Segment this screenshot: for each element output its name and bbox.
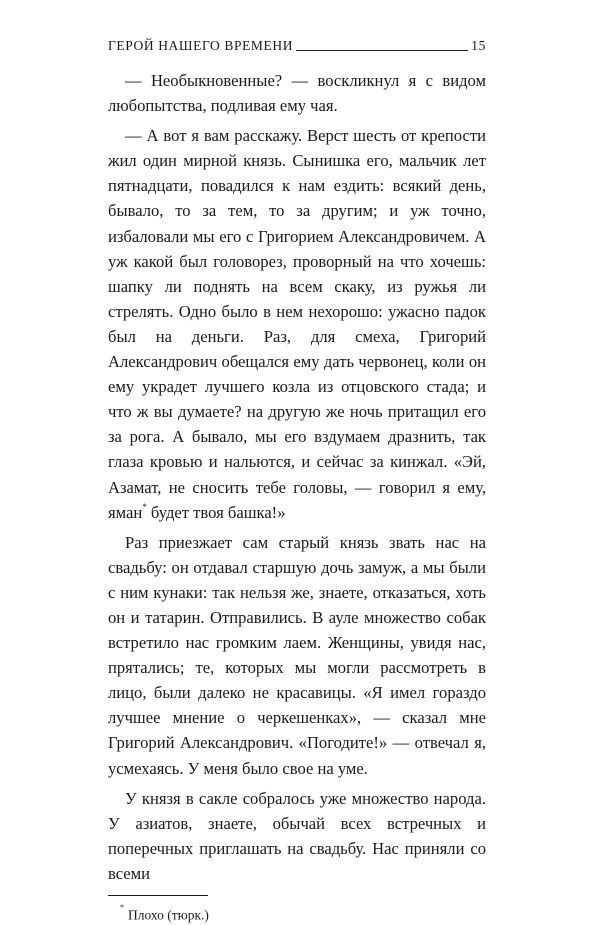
paragraph-text: У князя в сакле собралось уже множество народа. У азиатов, знаете, обычай всех встречных и поперечных приглашать на свадьбу. Нас приняли со всеми [108, 788, 486, 883]
paragraph [108, 530, 486, 781]
book-page [108, 38, 486, 925]
running-head-title: ГЕРОЙ НАШЕГО ВРЕМЕНИ [108, 38, 294, 53]
paragraph-text: — Необыкновенные? — воскликнул я с видом любопытства, подливая ему чая. [108, 71, 486, 116]
running-head [108, 38, 486, 54]
paragraph-text: — А вот я вам расскажу. Верст шесть от крепости жил один мирной князь. Сынишка его, мальчик лет пятнадцати, повадился к нам ездить: всякий день, бывало, то за тем, то за другим; и уж точно, избаловали мы его с Григорием Александровичем. А уж какой был головорез, проворный на что хочешь: шапку ли поднять на всем скаку, из ружья ли стрелять. Одно было в нем нехорошо: ужасно падок был на деньги. Раз, для смеха, Григорий Александрович обещался ему дать червонец, коли он ему украдет лучшего козла из отцовского стада; и что ж вы думаете? на другую же ночь притащил его за рога. А бывало, мы его вздумаем дразнить, так глаза кровью и нальются, и сейчас за кинжал. «Эй, Азамат, не сносить тебе головы, — говорил я ему, яман [108, 126, 486, 522]
paragraph [108, 786, 486, 886]
footnote-marker: * [120, 903, 124, 912]
paragraph-text-continued: будет твоя башка!» [146, 502, 286, 522]
paragraph [108, 68, 486, 118]
footnote-text: Плохо (тюрк.) [128, 907, 209, 923]
body-text [108, 68, 486, 886]
footnote-separator [108, 895, 208, 896]
page-number: 15 [471, 38, 486, 53]
paragraph [108, 123, 486, 525]
footnote-reference: * [142, 502, 147, 513]
footnote [120, 903, 486, 925]
running-head-rule [296, 50, 468, 51]
paragraph-text: Раз приезжает сам старый князь звать нас на свадьбу: он отдавал старшую дочь замуж, а мы были с ним кунаки: так нельзя же, знаете, отказаться, хоть он и татарин. Отправились. В ауле множество собак встретило нас громким лаем. Женщины, увидя нас, прятались; те, которых мы могли рассмотреть в лицо, были далеко не красавицы. «Я имел гораздо лучшее мнение о черкешенках», — сказал мне Григорий Александрович. «Погодите!» — отвечал я, усмехаясь. У меня было свое на уме. [108, 532, 486, 778]
